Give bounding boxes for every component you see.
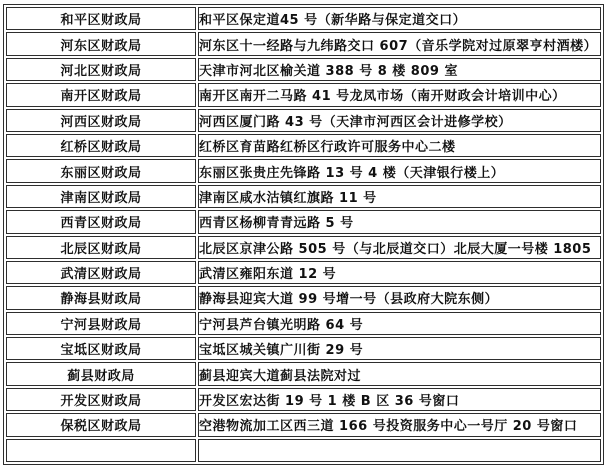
table-row (6, 32, 601, 55)
address-cell: 南开区南开二马路 41 号龙凤市场（南开财政会计培训中心） (198, 83, 601, 106)
address-cell: 宁河县芦台镇光明路 64 号 (198, 312, 601, 335)
table-row (6, 58, 601, 81)
table-row (6, 236, 601, 259)
bureau-address-table (3, 4, 604, 465)
address-cell: 和平区保定道45 号（新华路与保定道交口） (198, 7, 601, 30)
address-table (3, 4, 604, 465)
table-row (6, 83, 601, 106)
table-row (6, 109, 601, 132)
address-cell: 北辰区京津公路 505 号（与北辰道交口）北辰大厦一号楼 1805 (198, 236, 601, 259)
bureau-name-cell: 津南区财政局 (6, 185, 196, 208)
bureau-name-cell: 武清区财政局 (6, 261, 196, 284)
table-row (6, 134, 601, 157)
bureau-name-cell: 开发区财政局 (6, 388, 196, 411)
bureau-name-cell: 和平区财政局 (6, 7, 196, 30)
table-row (6, 337, 601, 360)
address-cell: 西青区杨柳青青远路 5 号 (198, 210, 601, 233)
bureau-name-cell: 蓟县财政局 (6, 362, 196, 385)
address-cell: 东丽区张贵庄先锋路 13 号 4 楼（天津银行楼上） (198, 159, 601, 182)
table-row (6, 439, 601, 462)
table-row (6, 413, 601, 436)
address-cell: 天津市河北区榆关道 388 号 8 楼 809 室 (198, 58, 601, 81)
table-row (6, 7, 601, 30)
address-cell: 河东区十一经路与九纬路交口 607（音乐学院对过原翠亨村酒楼） (198, 32, 601, 55)
table-row (6, 159, 601, 182)
table-row (6, 185, 601, 208)
address-cell: 蓟县迎宾大道蓟县法院对过 (198, 362, 601, 385)
bureau-name-cell: 河东区财政局 (6, 32, 196, 55)
address-cell: 红桥区育苗路红桥区行政许可服务中心二楼 (198, 134, 601, 157)
address-cell: 静海县迎宾大道 99 号增一号（县政府大院东侧） (198, 286, 601, 309)
address-cell: 武清区雍阳东道 12 号 (198, 261, 601, 284)
address-cell: 空港物流加工区西三道 166 号投资服务中心一号厅 20 号窗口 (198, 413, 601, 436)
table-row (6, 261, 601, 284)
bureau-name-cell: 北辰区财政局 (6, 236, 196, 259)
bureau-name-cell: 保税区财政局 (6, 413, 196, 436)
table-row (6, 210, 601, 233)
bureau-name-cell: 静海县财政局 (6, 286, 196, 309)
table-row (6, 286, 601, 309)
address-cell: 宝坻区城关镇广川街 29 号 (198, 337, 601, 360)
address-cell: 开发区宏达街 19 号 1 楼 B 区 36 号窗口 (198, 388, 601, 411)
bureau-name-cell: 南开区财政局 (6, 83, 196, 106)
bureau-name-cell (6, 439, 196, 462)
address-cell: 津南区咸水沽镇红旗路 11 号 (198, 185, 601, 208)
bureau-name-cell: 宁河县财政局 (6, 312, 196, 335)
bureau-name-cell: 西青区财政局 (6, 210, 196, 233)
address-cell: 河西区厦门路 43 号（天津市河西区会计进修学校） (198, 109, 601, 132)
address-cell (198, 439, 601, 462)
bureau-name-cell: 宝坻区财政局 (6, 337, 196, 360)
bureau-table-body (6, 7, 601, 462)
bureau-name-cell: 红桥区财政局 (6, 134, 196, 157)
bureau-name-cell: 东丽区财政局 (6, 159, 196, 182)
table-row (6, 388, 601, 411)
table-row (6, 362, 601, 385)
table-row (6, 312, 601, 335)
bureau-name-cell: 河西区财政局 (6, 109, 196, 132)
bureau-name-cell: 河北区财政局 (6, 58, 196, 81)
